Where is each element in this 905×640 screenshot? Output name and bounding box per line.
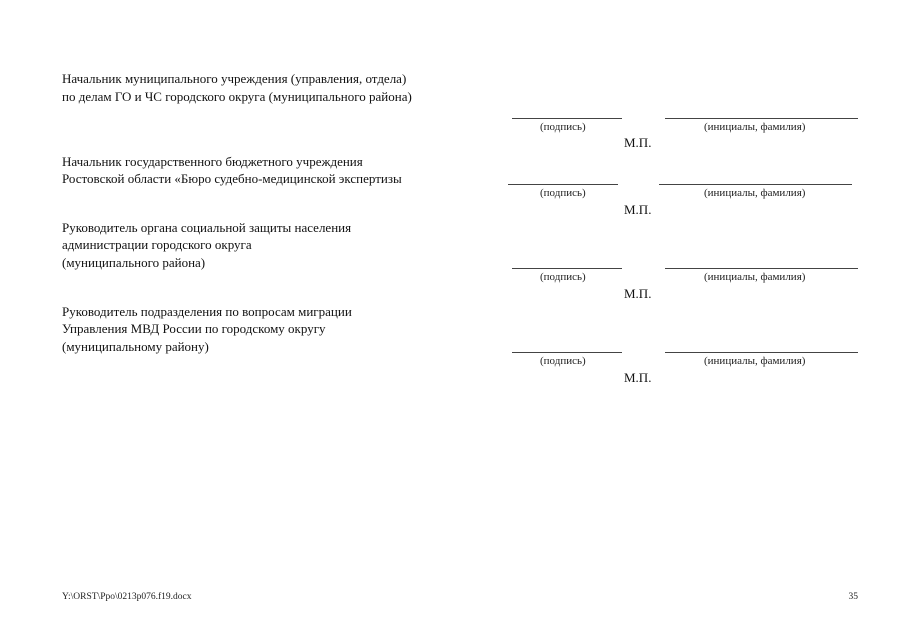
name-line [665,352,858,353]
block-title-line: по делам ГО и ЧС городского округа (муниципального района) [62,89,412,104]
block-title-line: Начальник государственного бюджетного учреждения [62,154,363,169]
signature-block-social-protection [62,219,905,299]
block-title-line: (муниципального района) [62,255,206,270]
name-caption: (инициалы, фамилия) [704,355,806,367]
stamp-place: М.П. [624,286,652,301]
name-caption: (инициалы, фамилия) [704,271,806,283]
stamp-place: М.П. [624,202,652,217]
name-caption: (инициалы, фамилия) [704,187,806,199]
signature-caption: (подпись) [540,271,586,283]
signature-line [512,118,622,119]
block-title-line: администрации городского округа [62,237,252,252]
name-caption: (инициалы, фамилия) [704,121,806,133]
signature-line [508,184,618,185]
name-line [659,184,852,185]
block-title-line: Управления МВД России по городскому округу [62,321,326,336]
stamp-place: М.П. [624,135,652,150]
page-number: 35 [848,592,858,602]
signature-block-migration [62,303,905,383]
signature-caption: (подпись) [540,187,586,199]
signature-caption: (подпись) [540,121,586,133]
signature-line [512,352,622,353]
block-title-line: Руководитель органа социальной защиты населения [62,220,352,235]
signature-caption: (подпись) [540,355,586,367]
block-title-line: Ростовской области «Бюро судебно-медицинской экспертизы [62,171,402,186]
signature-line [512,268,622,269]
name-line [665,268,858,269]
block-title-line: Руководитель подразделения по вопросам миграции [62,304,352,319]
footer-file-path: Y:\ORST\Ppo\0213p076.f19.docx [62,592,192,602]
block-title-line: Начальник муниципального учреждения (управления, отдела) [62,71,407,86]
stamp-place: М.П. [624,370,652,385]
block-title-line: (муниципальному району) [62,339,209,354]
name-line [665,118,858,119]
signature-block-gochs [62,70,905,150]
